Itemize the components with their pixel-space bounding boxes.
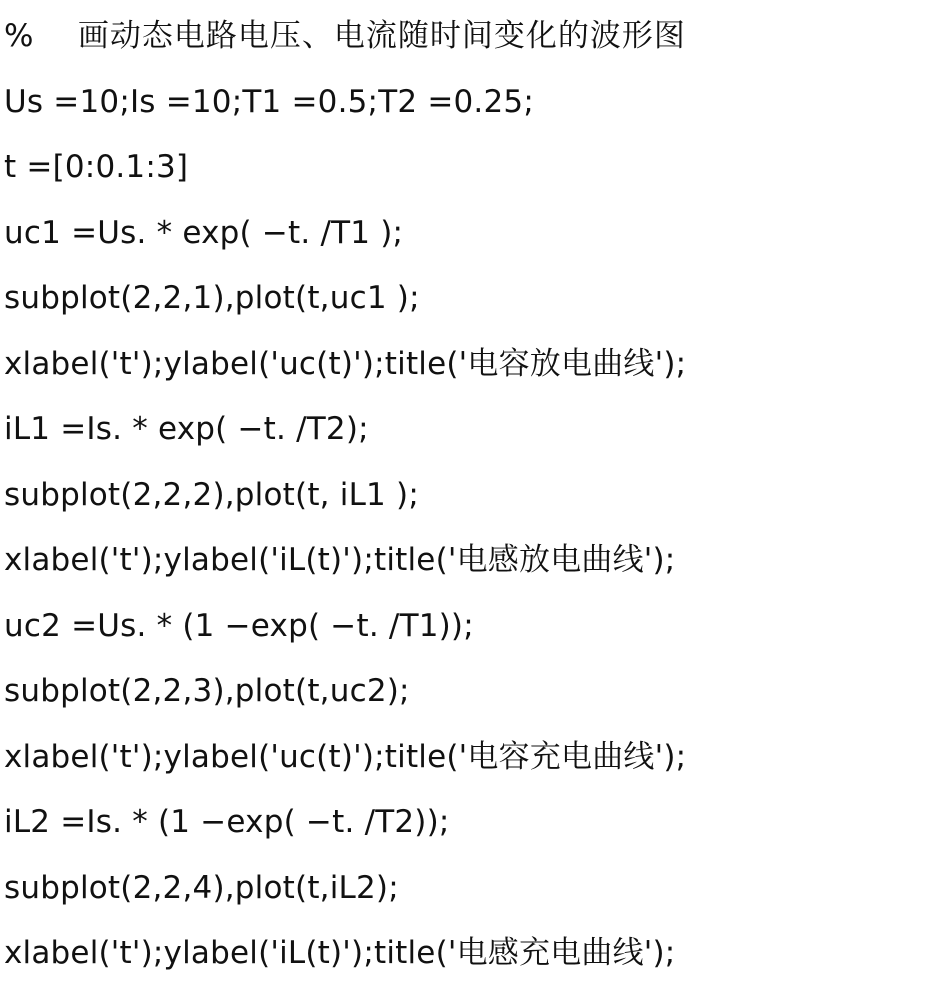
code-line-15: xlabel('t');ylabel('iL(t)');title('电感充电曲线');	[4, 935, 676, 971]
code-line-8: subplot(2,2,2),plot(t, iL1 );	[4, 476, 419, 513]
code-line-14: subplot(2,2,4),plot(t,iL2);	[4, 869, 399, 906]
code-line-2: Us =10;Is =10;T1 =0.5;T2 =0.25;	[4, 83, 534, 120]
code-line-11: subplot(2,2,3),plot(t,uc2);	[4, 673, 410, 709]
code-line-3: t =[0:0.1:3]	[4, 149, 189, 185]
code-line-1: % 画动态电路电压、电流随时间变化的波形图	[4, 18, 686, 54]
code-line-9: xlabel('t');ylabel('iL(t)');title('电感放电曲线');	[4, 542, 676, 578]
code-line-4: uc1 =Us. * exp( −t. /T1 );	[4, 214, 404, 251]
code-line-12: xlabel('t');ylabel('uc(t)');title('电容充电曲线');	[4, 738, 687, 775]
code-line-13: iL2 =Is. * (1 −exp( −t. /T2));	[4, 804, 450, 840]
code-line-5: subplot(2,2,1),plot(t,uc1 );	[4, 280, 420, 316]
code-line-7: iL1 =Is. * exp( −t. /T2);	[4, 411, 369, 447]
code-line-6: xlabel('t');ylabel('uc(t)');title('电容放电曲线');	[4, 345, 687, 382]
code-line-10: uc2 =Us. * (1 −exp( −t. /T1));	[4, 607, 474, 644]
